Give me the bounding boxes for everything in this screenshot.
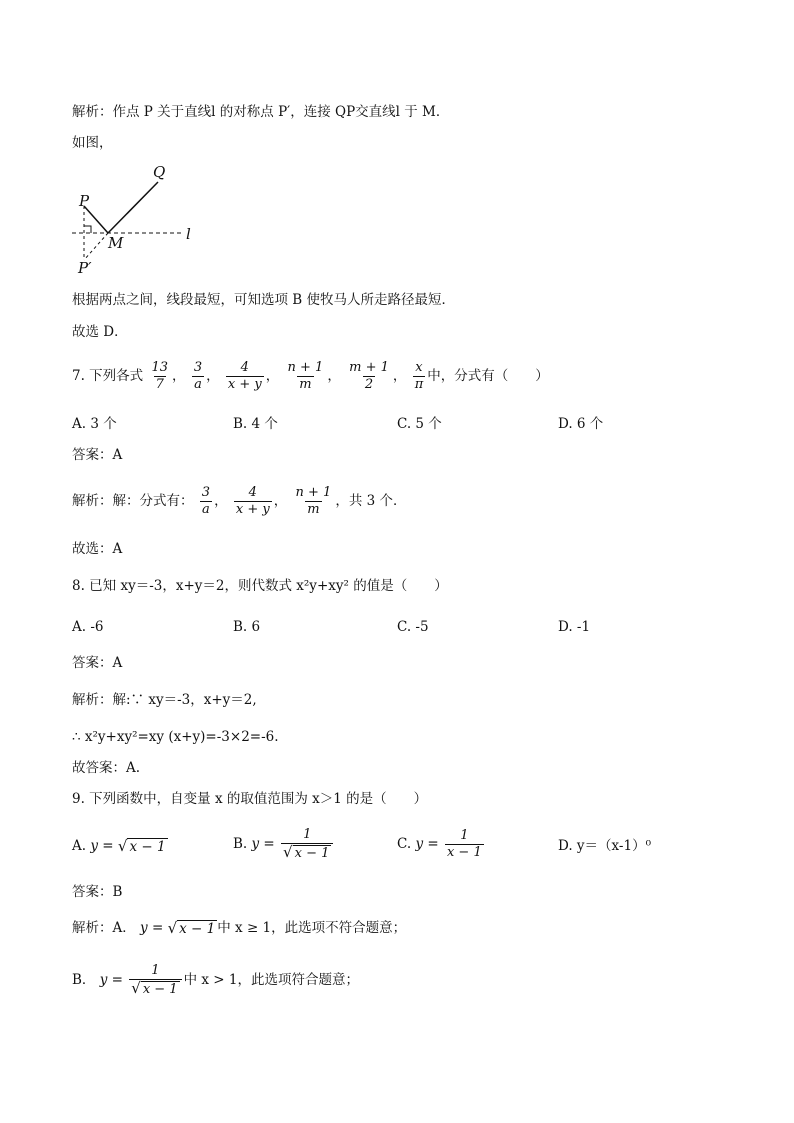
q7-stem-suffix: 中，分式有（ ） [427,368,549,384]
fraction-denominator [129,979,181,998]
q6-as-figure: 如图， [72,135,113,151]
segment-MQ [108,182,158,233]
fraction [281,827,333,862]
option-expr: y = [90,838,114,854]
q7-analysis-fraction-1 [200,485,212,518]
radicand: x − 1 [294,846,330,861]
q7-stem-prefix: 7. 下列各式 [72,368,144,384]
q8-option-d: D. -1 [558,619,591,635]
q8-option-b: B. 6 [233,619,261,635]
fraction-denominator: x + y [235,502,270,517]
segment-MP-prime [84,233,108,260]
q9-stem: 9. 下列函数中，自变量 x 的取值范围为 x＞1 的是（ ） [72,791,428,807]
label-Q: Q [153,163,166,181]
fraction-numerator: 4 [240,360,249,375]
fraction-numerator: n + 1 [295,485,332,500]
radicand: x − 1 [179,921,216,937]
q9-option-a [72,836,168,857]
fraction-denominator: m [299,377,312,392]
q9-option-d: D. y＝（x-1）⁰ [558,838,651,854]
fraction-denominator [281,843,333,862]
fraction-numerator: 4 [248,485,257,500]
q7-analysis: 解析：解：分式有： $\frac{3}{a}$ ， $\frac{4}{x + y}$ ， $\frac{n + 1}{m}$ ，共 3 个． [72,485,407,517]
q6-reasoning: 根据两点之间，线段最短，可知选项 B 使牧马人所走路径最短． [72,292,456,308]
q7-stem: 7. 下列各式 $\frac{13}{7}$ ， $\frac{3}{a}$ ， $\frac{4}{x + y}$ ， $\frac{n + 1}{m}$ ， $\frac{m + 1}{2}$ ， $\frac{x}{\pi}$ 中，分式有（ ） [72,360,549,392]
q7-fraction-1 [149,360,170,393]
fraction-numerator: 1 [460,828,469,843]
sqrt [168,918,218,939]
q9-option-c [397,824,486,864]
right-angle-mark [84,226,91,233]
option-expr: y = [251,836,275,852]
q7-option-b: B. 4 个 [233,416,278,432]
q7-fraction-5 [347,360,391,393]
sqrt-sign: √ [283,843,293,861]
q8-answer: 答案：A [72,655,123,671]
fraction-denominator: 2 [364,377,374,392]
q8-option-a: A. -6 [72,619,104,635]
radicand: x − 1 [129,839,166,855]
sqrt [283,844,331,862]
q7-fraction-2 [192,360,204,393]
q6-analysis: 解析：作点 P 关于直线l 的对称点 P′，连接 QP交直线l 于 M． [72,104,450,120]
q7-fraction-4 [286,360,326,393]
label-l: l [186,225,191,243]
q7-conclusion: 故选：A [72,541,123,557]
analysis-prefix: B． [72,972,96,988]
fraction [129,963,181,998]
q9-option-b [233,824,335,864]
q7-option-d: D. 6 个 [558,416,604,432]
q9-analysis-b [72,958,359,1002]
option-expr: y = [415,836,439,852]
option-label: A. [72,838,87,854]
label-M: M [108,234,124,252]
q7-option-a: A. 3 个 [72,416,117,432]
q7-analysis-suffix: ，共 3 个． [335,493,407,509]
sqrt-sign: √ [167,919,178,937]
radicand: x − 1 [142,982,178,997]
q7-answer: 答案：A [72,447,123,463]
sqrt-sign: √ [131,979,141,997]
fraction [445,828,484,861]
q7-fraction-3 [226,360,264,393]
q6-conclusion: 故选 D． [72,324,128,340]
fraction-numerator: x [415,360,423,375]
analysis-suffix: 中 x ≥ 1，此选项不符合题意； [217,920,407,936]
label-P: P [79,192,90,210]
q8-stem: 8. 已知 xy＝-3，x+y＝2，则代数式 x²y+xy² 的值是（ ） [72,578,448,594]
q9-analysis-a [72,918,406,939]
q8-analysis-line2: ∴ x²y+xy²=xy (x+y)=-3×2=-6. [72,729,279,745]
fraction-numerator: 1 [151,963,160,978]
fraction-denominator: a [202,502,210,517]
fraction-denominator: a [194,377,202,392]
option-label: B. [233,836,248,852]
q7-analysis-prefix: 解析：解：分式有： [72,493,194,509]
fraction-denominator: x + y [227,377,262,392]
sqrt [118,836,168,857]
fraction-denominator: π [414,377,424,392]
q9-answer: 答案：B [72,884,123,900]
fraction-denominator: 7 [155,377,164,392]
option-label: C. [397,836,412,852]
fraction-numerator: n + 1 [287,360,324,375]
fraction-numerator: 3 [193,360,203,375]
fraction-numerator: m + 1 [349,360,389,375]
q8-conclusion: 故答案：A. [72,760,141,776]
q8-analysis-line1: 解析：解:∵ xy＝-3，x+y＝2, [72,692,257,708]
label-P-prime: P′ [78,259,92,277]
fraction-numerator: 3 [201,485,211,500]
sqrt [131,980,179,998]
sqrt-sign: √ [117,837,128,855]
fraction-denominator: m [307,502,320,517]
q7-analysis-fraction-3 [294,485,334,518]
reflection-diagram [66,160,206,278]
analysis-suffix: 中 x > 1，此选项符合题意； [183,972,359,988]
fraction-numerator: 13 [151,360,169,375]
fraction-denominator: x − 1 [446,845,482,860]
analysis-prefix: 解析：A． [72,920,136,936]
segment-PM [84,206,108,233]
analysis-expr: y = [99,972,123,988]
q8-option-c: C. -5 [397,619,429,635]
analysis-expr: y = [140,920,164,936]
q7-analysis-fraction-2 [234,485,272,518]
q7-option-c: C. 5 个 [397,416,442,432]
q7-fraction-6 [413,360,426,393]
fraction-numerator: 1 [303,827,312,842]
